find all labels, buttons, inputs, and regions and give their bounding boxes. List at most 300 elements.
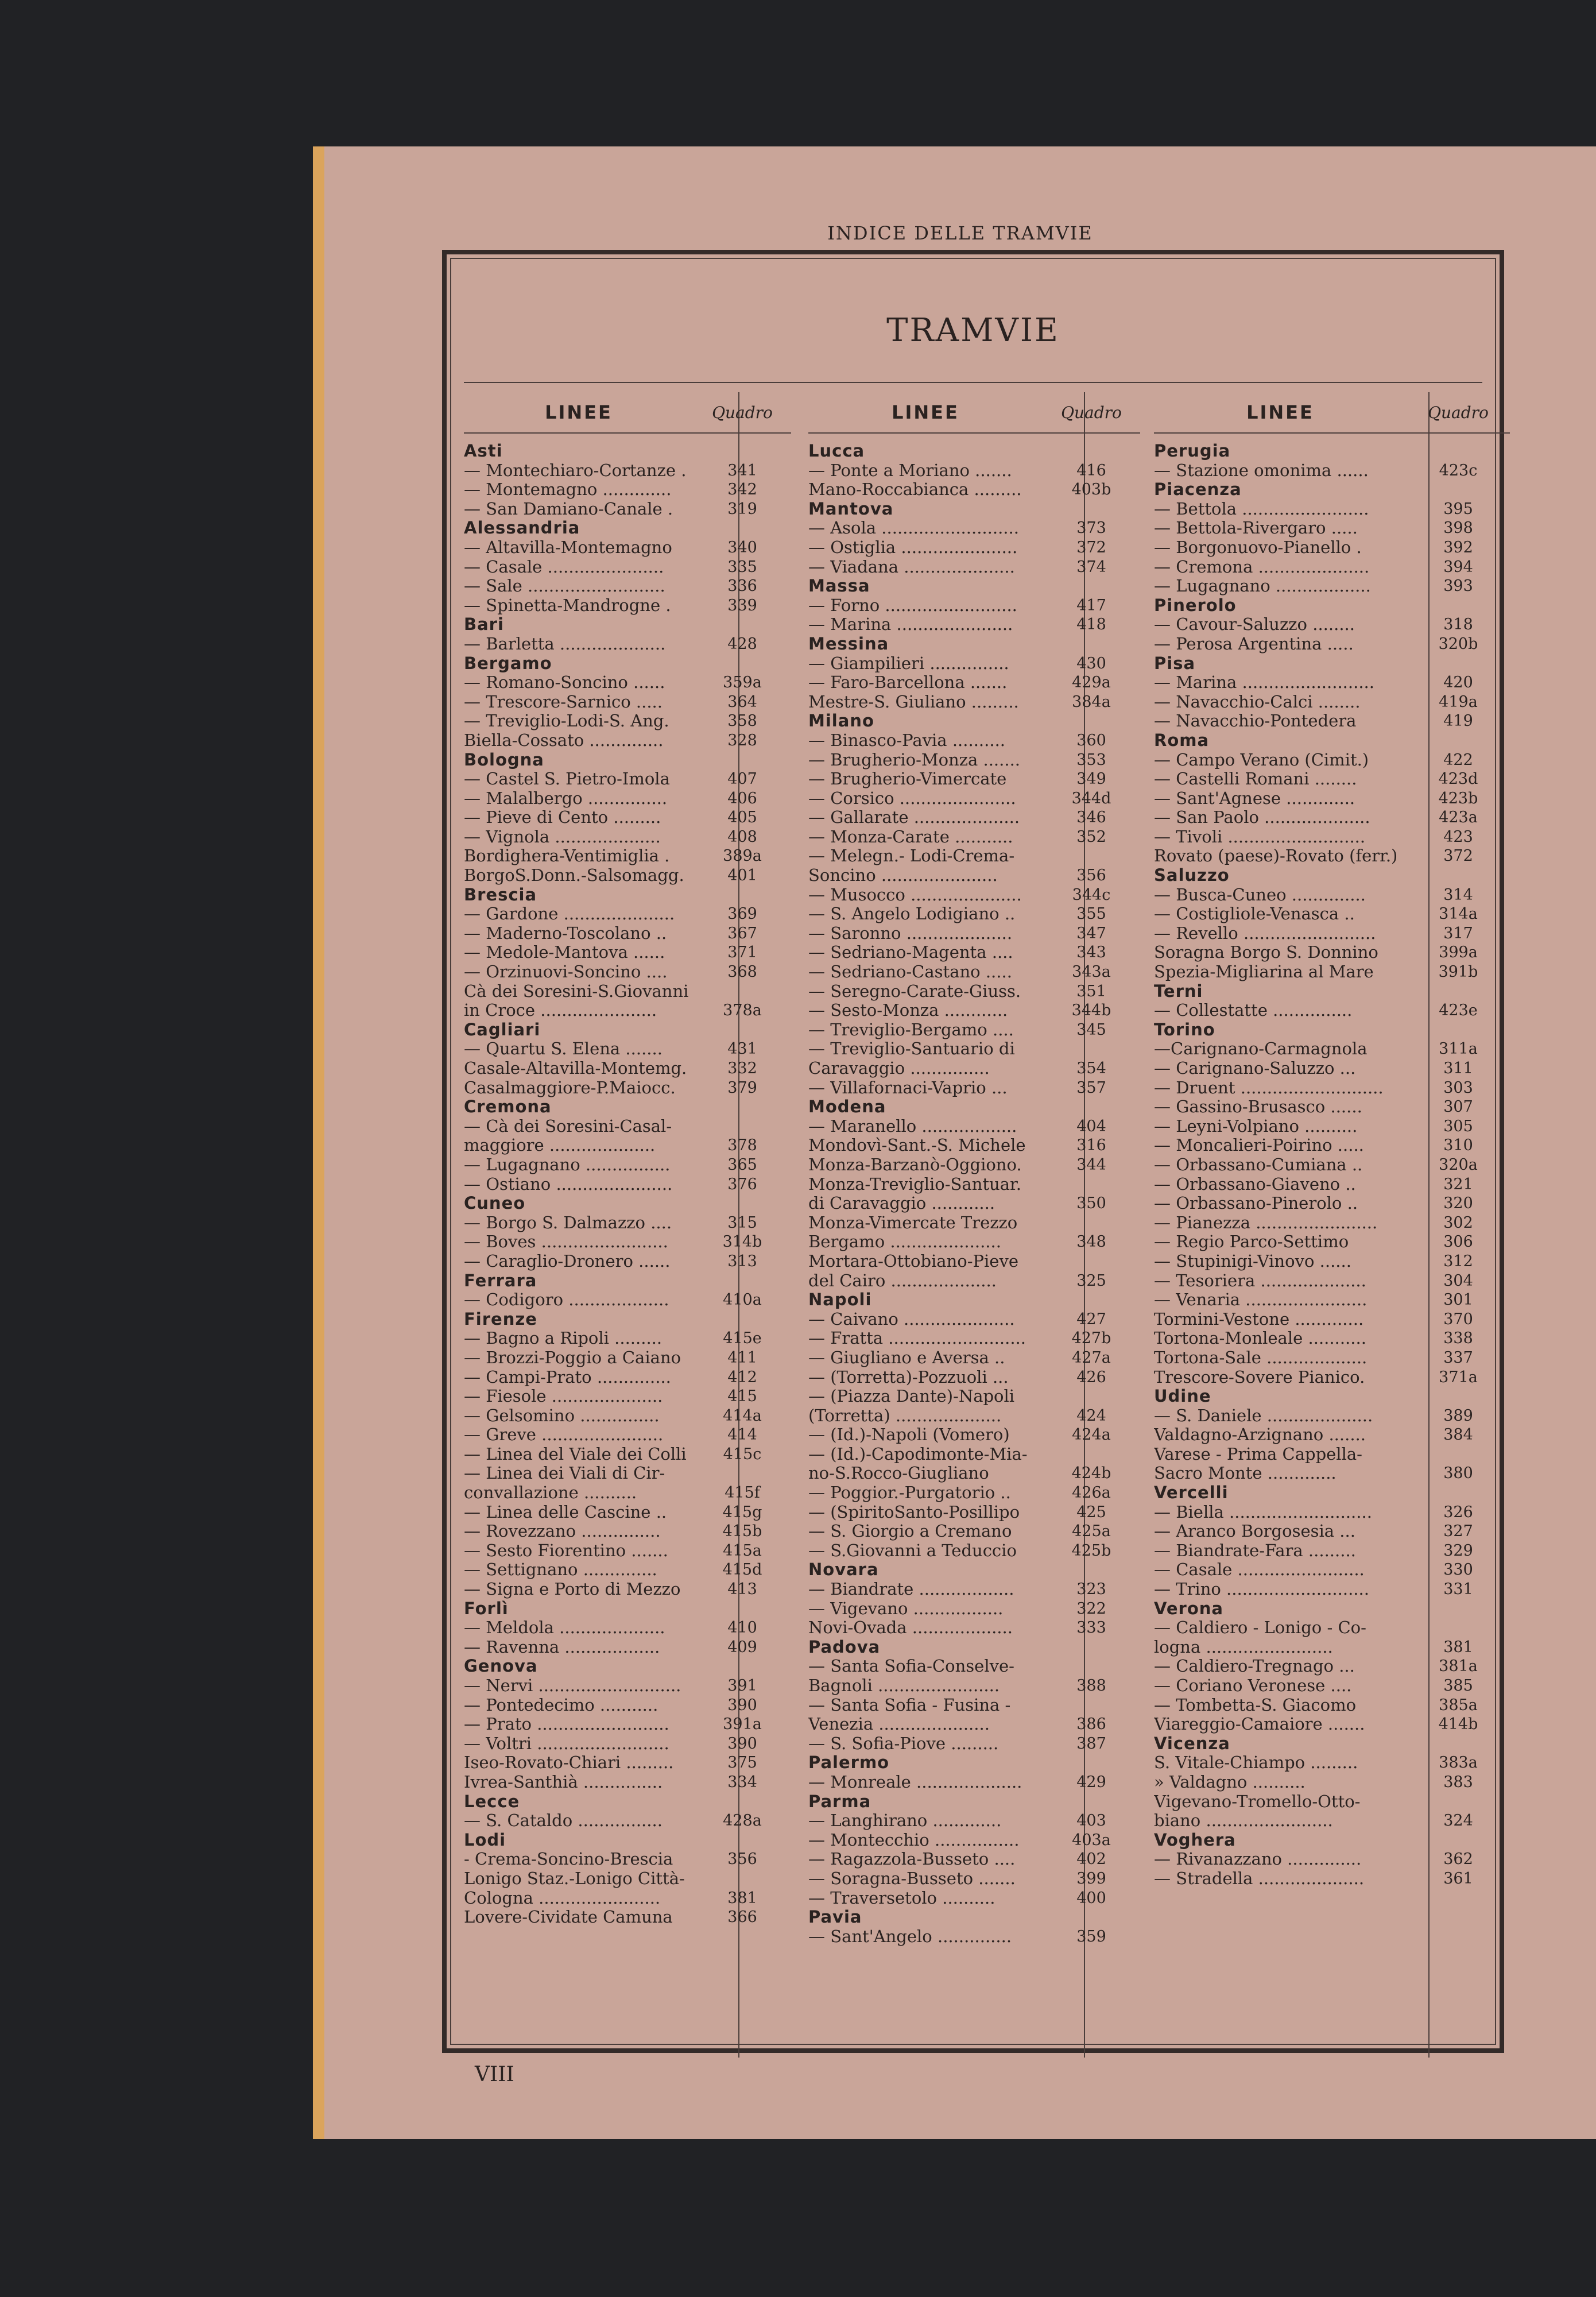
line-name: — (Torretta)-Pozzuoli ... <box>808 1367 1009 1387</box>
line-name: — Orbassano-Pinerolo .. <box>1154 1194 1358 1213</box>
quadro-number: 423 <box>1443 827 1473 846</box>
quadro-number <box>1407 982 1510 1001</box>
city-heading <box>808 1908 1140 1927</box>
line-entry <box>1154 1445 1510 1464</box>
line-entry <box>1154 1329 1510 1348</box>
line-entry <box>808 519 1140 538</box>
quadro-number: 414b <box>1438 1715 1478 1734</box>
line-entry <box>464 711 791 731</box>
quadro-number: 355 <box>1076 905 1106 923</box>
line-entry <box>808 673 1140 693</box>
quadro-number <box>694 1657 791 1676</box>
city-heading <box>808 1753 1140 1773</box>
line-name: — Sant'Agnese ............. <box>1154 788 1355 808</box>
line-name: — Orbassano-Giaveno .. <box>1154 1174 1356 1194</box>
line-name: - Crema-Soncino-Brescia <box>464 1850 673 1869</box>
quadro-number: 376 <box>727 1175 757 1193</box>
line-entry <box>808 827 1140 847</box>
line-entry <box>1154 846 1510 866</box>
line-entry <box>464 1638 791 1657</box>
line-entry <box>808 1329 1140 1348</box>
line-name: — Romano-Soncino ...... <box>464 673 665 693</box>
line-entry <box>1154 1175 1510 1194</box>
column-header <box>808 392 1140 434</box>
city-heading <box>808 577 1140 596</box>
quadro-number <box>694 1097 791 1117</box>
quadro-number <box>1043 1792 1140 1812</box>
quadro-number: 342 <box>727 481 757 499</box>
line-entry <box>808 1889 1140 1908</box>
quadro-number: 403 <box>1076 1812 1106 1830</box>
line-name: Parma <box>808 1792 871 1811</box>
column-header <box>1154 392 1510 434</box>
quadro-number <box>694 1831 791 1850</box>
line-name: Mano-Roccabianca ......... <box>808 480 1022 500</box>
line-entry <box>808 1850 1140 1869</box>
quadro-number: 389 <box>1443 1406 1473 1425</box>
line-entry <box>1154 1753 1510 1773</box>
quadro-number: 356 <box>1076 867 1106 885</box>
line-name: Bergamo ..................... <box>808 1232 1001 1252</box>
quadro-number: 334 <box>727 1773 757 1791</box>
quadro-number: 410a <box>723 1291 762 1309</box>
line-entry <box>808 751 1140 770</box>
line-name: — Spinetta-Mandrogne . <box>464 595 671 615</box>
line-name: — Sedriano-Magenta .... <box>808 943 1013 962</box>
line-name: Monza-Vimercate Trezzo <box>808 1213 1018 1232</box>
line-name: — Ostiano ...................... <box>464 1174 673 1194</box>
line-entry <box>1154 1580 1510 1599</box>
line-entry <box>464 461 791 481</box>
line-name: Massa <box>808 577 870 596</box>
line-entry <box>1154 943 1510 962</box>
line-entry <box>808 480 1140 500</box>
quadro-number: 409 <box>727 1638 757 1656</box>
quadro-number: 415 <box>727 1387 757 1406</box>
quadro-number: 331 <box>1443 1580 1473 1599</box>
city-heading <box>1154 1020 1510 1040</box>
line-entry <box>808 924 1140 943</box>
quadro-number: 424b <box>1071 1464 1111 1483</box>
line-entry <box>808 962 1140 982</box>
quadro-number <box>694 1117 791 1136</box>
line-entry <box>1154 1136 1510 1155</box>
line-name: Mestre-S. Giuliano ......... <box>808 692 1019 711</box>
line-name: — Prato ......................... <box>464 1715 669 1734</box>
quadro-number: 430 <box>1076 654 1106 672</box>
line-entry <box>1154 1117 1510 1136</box>
quadro-number: 320a <box>1439 1155 1478 1174</box>
quadro-number: 359 <box>1076 1927 1106 1946</box>
line-entry <box>464 1850 791 1869</box>
line-name: maggiore .................... <box>464 1136 656 1155</box>
quadro-number: 404 <box>1076 1117 1106 1135</box>
line-name: — Aranco Borgosesia ... <box>1154 1522 1355 1541</box>
quadro-number: 320b <box>1438 635 1478 653</box>
line-name: Valdagno-Arzignano ....... <box>1154 1425 1366 1445</box>
line-entry <box>464 1290 791 1310</box>
line-entry <box>1154 1657 1510 1676</box>
line-entry <box>808 1020 1140 1040</box>
line-entry <box>464 904 791 924</box>
line-name: — Costigliole-Venasca .. <box>1154 904 1355 924</box>
line-entry <box>808 885 1140 905</box>
line-name: — Gardone ..................... <box>464 904 675 924</box>
line-name: — Langhirano ............. <box>808 1811 1002 1831</box>
line-name: — Castel S. Pietro-Imola <box>464 769 670 789</box>
line-name: — Caivano ..................... <box>808 1309 1015 1329</box>
line-name: — Fiesole ..................... <box>464 1387 663 1406</box>
line-entry <box>1154 1155 1510 1175</box>
line-name: — Musocco ..................... <box>808 885 1022 904</box>
line-entry <box>1154 1811 1510 1831</box>
line-name: — Stupinigi-Vinovo ...... <box>1154 1251 1351 1271</box>
quadro-number <box>694 1464 791 1483</box>
line-name: — Linea delle Cascine .. <box>464 1502 667 1522</box>
quadro-number: 337 <box>1443 1348 1473 1367</box>
line-name: Lonigo Staz.-Lonigo Città- <box>464 1869 685 1888</box>
line-name: del Cairo .................... <box>808 1271 997 1290</box>
line-name: Pavia <box>808 1908 862 1927</box>
line-entry <box>464 982 791 1001</box>
quadro-number: 321 <box>1443 1175 1473 1193</box>
line-entry <box>808 1618 1140 1638</box>
line-name: — S. Daniele .................... <box>1154 1406 1373 1425</box>
line-entry <box>808 1232 1140 1252</box>
city-heading <box>808 635 1140 654</box>
line-entry <box>464 558 791 577</box>
line-entry <box>464 480 791 500</box>
quadro-number: 325 <box>1076 1271 1106 1290</box>
line-name: — Codigoro ................... <box>464 1290 669 1310</box>
line-entry <box>464 924 791 943</box>
line-name: — Treviglio-Bergamo .... <box>808 1020 1014 1039</box>
line-entry <box>808 1869 1140 1889</box>
line-entry <box>808 1155 1140 1175</box>
line-entry <box>808 1213 1140 1233</box>
line-name: — Maranello .................. <box>808 1116 1017 1136</box>
line-entry <box>808 1696 1140 1715</box>
quadro-number: 360 <box>1076 731 1106 749</box>
line-name: » Valdagno .......... <box>1154 1772 1306 1792</box>
line-entry <box>464 1889 791 1908</box>
quadro-number: 344d <box>1071 789 1111 807</box>
quadro-number: 343a <box>1072 963 1111 981</box>
quadro-number <box>1043 1638 1140 1657</box>
quadro-number: 311a <box>1439 1040 1478 1058</box>
quadro-number: 301 <box>1443 1291 1473 1309</box>
quadro-number <box>1407 1387 1510 1406</box>
line-name: — Sesto-Monza ............ <box>808 1001 1008 1020</box>
quadro-number: 316 <box>1076 1136 1106 1155</box>
quadro-number: 429 <box>1076 1773 1106 1791</box>
quadro-number <box>1043 1097 1140 1117</box>
line-entry <box>1154 1638 1510 1657</box>
quadro-number: 427a <box>1072 1348 1111 1367</box>
quadro-number <box>1407 866 1510 885</box>
quadro-number: 324 <box>1443 1812 1473 1830</box>
line-name: — (SpiritoSanto-Posillipo <box>808 1502 1020 1522</box>
quadro-number: 313 <box>727 1252 757 1270</box>
quadro-number <box>1043 1560 1140 1580</box>
line-name: — Busca-Cuneo .............. <box>1154 885 1366 904</box>
line-name: Tortona-Monleale ........... <box>1154 1329 1366 1348</box>
line-entry <box>1154 711 1510 731</box>
line-entry <box>808 1117 1140 1136</box>
line-entry <box>464 1387 791 1406</box>
city-heading <box>1154 442 1510 461</box>
line-entry <box>464 1368 791 1387</box>
quadro-number: 347 <box>1076 924 1106 942</box>
line-entry <box>1154 615 1510 635</box>
line-name: — Coriano Veronese .... <box>1154 1676 1352 1695</box>
quadro-number: 364 <box>727 693 757 711</box>
line-entry <box>808 615 1140 635</box>
line-entry <box>808 1039 1140 1059</box>
line-entry <box>1154 1560 1510 1580</box>
line-entry <box>808 1657 1140 1676</box>
line-name: — S. Angelo Lodigiano .. <box>808 904 1016 924</box>
quadro-number: 425 <box>1076 1503 1106 1521</box>
quadro-number <box>1043 1696 1140 1715</box>
line-name: — Traversetolo .......... <box>808 1888 995 1908</box>
line-name: — Treviglio-Lodi-S. Ang. <box>464 711 669 731</box>
quadro-number: 357 <box>1076 1078 1106 1097</box>
line-name: — Borgo S. Dalmazzo .... <box>464 1213 672 1232</box>
quadro-number: 366 <box>727 1908 757 1927</box>
quadro-number: 378 <box>727 1136 757 1155</box>
line-name: Lovere-Cividate Camuna <box>464 1908 673 1927</box>
line-entry <box>1154 1676 1510 1696</box>
line-name: no-S.Rocco-Giugliano <box>808 1464 989 1483</box>
line-name: Tortona-Sale ................... <box>1154 1348 1368 1367</box>
line-name: — Linea dei Viali di Cir- <box>464 1464 665 1483</box>
line-name: — Tesoriera .................... <box>1154 1271 1366 1290</box>
line-entry <box>464 943 791 962</box>
quadro-number: 349 <box>1076 770 1106 788</box>
quadro-number: 318 <box>1443 616 1473 634</box>
line-name: Iseo-Rovato-Chiari ......... <box>464 1753 674 1773</box>
line-entry <box>464 962 791 982</box>
quadro-number: 307 <box>1443 1098 1473 1116</box>
city-heading <box>1154 1387 1510 1406</box>
line-entry <box>808 1252 1140 1271</box>
line-name: — Trescore-Sarnico ..... <box>464 692 663 711</box>
quadro-number: 378a <box>723 1001 762 1020</box>
line-entry <box>1154 962 1510 982</box>
line-name: Soragna Borgo S. Donnino <box>1154 943 1378 962</box>
quadro-number <box>1043 1445 1140 1464</box>
quadro-number: 389a <box>723 847 762 865</box>
quadro-number: 367 <box>727 924 757 942</box>
line-name: — Sesto Fiorentino ....... <box>464 1541 668 1560</box>
city-heading <box>464 615 791 635</box>
line-name: — Greve ....................... <box>464 1425 664 1445</box>
quadro-number: 310 <box>1443 1136 1473 1155</box>
line-name: — Sedriano-Castano ..... <box>808 962 1012 982</box>
quadro-number: 314b <box>722 1233 762 1251</box>
line-entry <box>464 827 791 847</box>
quadro-number: 398 <box>1443 519 1473 537</box>
quadro-number: 423b <box>1438 789 1478 807</box>
quadro-number <box>1407 596 1510 616</box>
line-entry <box>808 693 1140 712</box>
line-entry <box>808 943 1140 962</box>
quadro-number: 332 <box>727 1059 757 1077</box>
quadro-number <box>1043 846 1140 866</box>
line-entry <box>1154 1194 1510 1213</box>
index-column <box>1154 392 1510 1889</box>
quadro-number: 361 <box>1443 1869 1473 1888</box>
line-entry <box>1154 1252 1510 1271</box>
line-name: — Gassino-Brusasco ...... <box>1154 1097 1362 1117</box>
line-entry <box>464 1676 791 1696</box>
quadro-number: 407 <box>727 770 757 788</box>
line-name: — Druent ........................... <box>1154 1078 1384 1097</box>
quadro-number: 428 <box>727 635 757 653</box>
quadro-number: 372 <box>1443 847 1473 865</box>
quadro-number: 423d <box>1438 770 1478 788</box>
quadro-number: 338 <box>1443 1329 1473 1348</box>
quadro-number: 374 <box>1076 558 1106 576</box>
quadro-number: 303 <box>1443 1078 1473 1097</box>
line-name: Novi-Ovada ................... <box>808 1618 1013 1638</box>
line-entry <box>464 1445 791 1464</box>
city-heading <box>1154 1599 1510 1619</box>
line-name: — Barletta .................... <box>464 634 666 653</box>
line-entry <box>1154 1541 1510 1561</box>
line-entry <box>808 731 1140 751</box>
line-name: — Binasco-Pavia .......... <box>808 730 1006 750</box>
line-entry <box>808 769 1140 789</box>
quadro-number: 328 <box>727 731 757 749</box>
line-name: — Maderno-Toscolano .. <box>464 923 667 943</box>
line-entry <box>464 789 791 809</box>
line-entry <box>1154 827 1510 847</box>
line-name: — Monza-Carate ........... <box>808 827 1013 846</box>
quadro-number: 401 <box>727 867 757 885</box>
line-name: — Melegn.- Lodi-Crema- <box>808 846 1015 866</box>
quadro-number: 415g <box>722 1503 762 1521</box>
line-entry <box>464 538 791 558</box>
quadro-number: 340 <box>727 538 757 556</box>
line-entry <box>1154 924 1510 943</box>
quadro-number: 372 <box>1076 538 1106 556</box>
quadro-number: 368 <box>727 963 757 981</box>
line-name: — Cà dei Soresini-Casal- <box>464 1116 672 1136</box>
city-heading <box>1154 1483 1510 1503</box>
quadro-number: 375 <box>727 1754 757 1772</box>
quadro-number <box>694 442 791 461</box>
line-entry <box>808 1001 1140 1020</box>
line-entry <box>1154 500 1510 519</box>
quadro-number <box>1043 500 1140 519</box>
line-entry <box>808 1175 1140 1194</box>
quadro-number: 413 <box>727 1580 757 1599</box>
line-entry <box>808 1580 1140 1599</box>
line-name: Firenze <box>464 1309 537 1329</box>
line-entry <box>1154 1290 1510 1310</box>
quadro-number: 385 <box>1443 1677 1473 1695</box>
line-name: — Saronno .................... <box>808 923 1013 943</box>
quadro-number: 414a <box>723 1406 762 1425</box>
quadro-number <box>694 615 791 635</box>
quadro-number <box>1043 711 1140 731</box>
quadro-number: 356 <box>727 1850 757 1869</box>
line-entry <box>808 1445 1140 1464</box>
line-name: Trescore-Sovere Pianico. <box>1154 1367 1365 1387</box>
line-entry <box>1154 1001 1510 1020</box>
city-heading <box>464 1657 791 1676</box>
quadro-number: 381 <box>1443 1638 1473 1656</box>
quadro-number: 428a <box>723 1812 762 1830</box>
line-name: — Pontedecimo ........... <box>464 1695 658 1715</box>
line-entry <box>1154 1850 1510 1869</box>
line-name: Bagnoli ....................... <box>808 1676 1000 1695</box>
line-name: Caravaggio ............... <box>808 1059 990 1078</box>
line-name: — Corsico ...................... <box>808 788 1016 808</box>
quadro-number: 381 <box>727 1889 757 1907</box>
line-name: — Rovezzano ............... <box>464 1522 661 1541</box>
line-entry <box>464 808 791 827</box>
quadro-number: 365 <box>727 1155 757 1174</box>
table-frame <box>442 250 1504 2053</box>
quadro-number <box>1407 1618 1510 1638</box>
line-entry <box>464 1406 791 1426</box>
quadro-number <box>1407 1483 1510 1503</box>
line-entry <box>464 1734 791 1754</box>
city-heading <box>808 1290 1140 1310</box>
line-name: Monza-Treviglio-Santuar. <box>808 1174 1021 1194</box>
quadro-number: 326 <box>1443 1503 1473 1521</box>
line-entry <box>808 866 1140 885</box>
line-entry <box>1154 1696 1510 1715</box>
line-entry <box>1154 1078 1510 1098</box>
line-name: — Marina ...................... <box>808 615 1013 635</box>
line-entry <box>808 461 1140 481</box>
line-name: — San Damiano-Canale . <box>464 499 673 519</box>
quadro-number: 330 <box>1443 1561 1473 1579</box>
line-entry <box>464 1348 791 1368</box>
line-entry <box>1154 751 1510 770</box>
line-entry <box>1154 1271 1510 1291</box>
line-name: — Trino ........................... <box>1154 1580 1369 1599</box>
city-heading <box>808 442 1140 461</box>
quadro-number <box>1407 1792 1510 1812</box>
line-entry <box>464 1329 791 1348</box>
line-name: — Lugagnano .................. <box>1154 577 1371 596</box>
line-name: — Altavilla-Montemagno <box>464 537 672 557</box>
line-entry <box>1154 519 1510 538</box>
line-name: — Ostiglia ...................... <box>808 537 1018 557</box>
line-name: — Poggior.-Purgatorio .. <box>808 1483 1011 1503</box>
quadro-number <box>1043 1387 1140 1406</box>
quadro-number: 304 <box>1443 1271 1473 1290</box>
quadro-number: 415c <box>723 1445 762 1463</box>
line-entry <box>464 866 791 885</box>
line-name: Saluzzo <box>1154 866 1230 885</box>
line-entry <box>1154 904 1510 924</box>
quadro-number: 344c <box>1072 885 1111 904</box>
line-entry <box>464 1696 791 1715</box>
page-title: TRAMVIE <box>886 312 1060 349</box>
line-name: — San Paolo .................... <box>1154 808 1370 827</box>
quadro-number <box>694 1792 791 1812</box>
quadro-number: 373 <box>1076 519 1106 537</box>
quadro-number: 354 <box>1076 1059 1106 1077</box>
quadro-number: 348 <box>1076 1233 1106 1251</box>
line-entry <box>464 577 791 596</box>
